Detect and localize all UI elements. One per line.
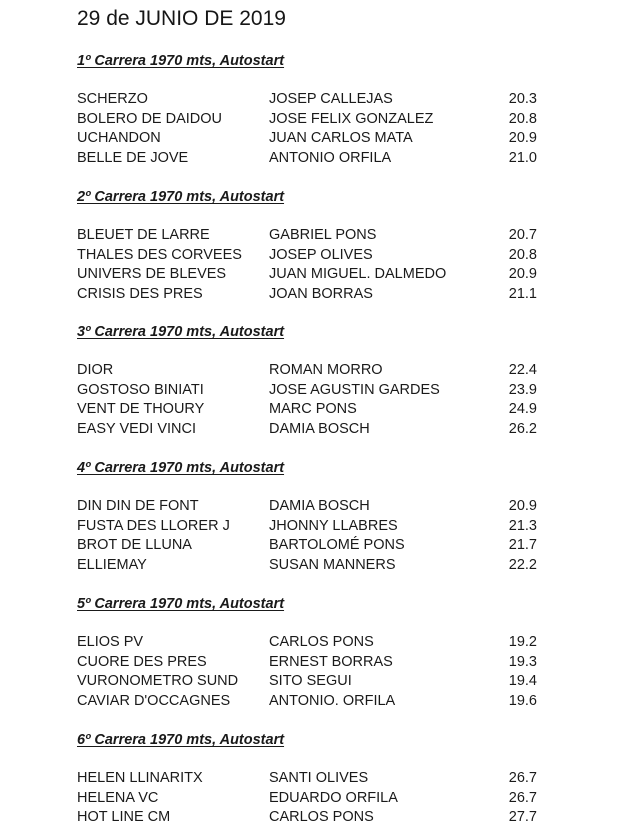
time-value: 24.9 [508, 401, 537, 418]
race-entries [0, 226, 640, 304]
race-entries [0, 769, 640, 828]
driver-name: JOSE FELIX GONZALEZ [269, 110, 434, 127]
driver-name: ROMAN MORRO [269, 362, 383, 378]
time-value: 21.0 [508, 149, 537, 166]
driver-name: EDUARDO ORFILA [269, 789, 398, 806]
driver-name: CARLOS PONS [269, 809, 374, 826]
driver-name: ANTONIO ORFILA [269, 149, 392, 166]
entry-row [0, 420, 640, 440]
time-value: 26.7 [508, 770, 537, 786]
time-value: 19.4 [508, 673, 537, 690]
horse-name: VENT DE THOURY [77, 401, 205, 418]
time-value: 20.8 [508, 110, 537, 127]
driver-name: JOSEP OLIVES [269, 246, 373, 263]
horse-name: CRISIS DES PRES [77, 285, 203, 302]
entry-row [0, 497, 640, 517]
driver-name: DAMIA BOSCH [269, 420, 370, 437]
driver-name: SUSAN MANNERS [269, 556, 396, 573]
time-value: 23.9 [508, 381, 537, 398]
time-value: 21.3 [508, 517, 537, 534]
entry-row [0, 769, 640, 789]
horse-name: BLEUET DE LARRE [77, 227, 210, 243]
driver-name: JUAN MIGUEL. DALMEDO [269, 266, 447, 283]
race-entries [0, 497, 640, 575]
entry-row [0, 381, 640, 401]
time-value: 20.9 [508, 130, 537, 147]
driver-name: JUAN CARLOS MATA [269, 130, 413, 147]
race-entries [0, 361, 640, 439]
driver-name: BARTOLOMÉ PONS [269, 537, 405, 554]
time-value: 21.7 [508, 537, 537, 554]
entry-row [0, 285, 640, 305]
horse-name: BOLERO DE DAIDOU [77, 110, 223, 127]
time-value: 27.7 [508, 809, 537, 826]
entry-row [0, 672, 640, 692]
time-value: 20.3 [508, 91, 537, 107]
driver-name: JOSE AGUSTIN GARDES [269, 381, 440, 398]
time-value: 26.2 [508, 420, 537, 437]
race-header: 3º Carrera 1970 mts, Autostart [77, 324, 285, 340]
entry-row [0, 556, 640, 576]
horse-name: ELLIEMAY [77, 556, 147, 573]
entry-row [0, 90, 640, 110]
time-value: 20.7 [508, 227, 537, 243]
entry-row [0, 653, 640, 673]
race-header: 5º Carrera 1970 mts, Autostart [77, 596, 285, 612]
time-value: 20.8 [508, 246, 537, 263]
horse-name: FUSTA DES LLORER J [77, 517, 230, 534]
time-value: 20.9 [508, 498, 537, 514]
horse-name: DIOR [77, 362, 114, 378]
entry-row [0, 536, 640, 556]
driver-name: GABRIEL PONS [269, 227, 377, 243]
race-entries [0, 90, 640, 168]
time-value: 22.2 [508, 556, 537, 573]
time-value: 19.3 [508, 653, 537, 670]
horse-name: BROT DE LLUNA [77, 537, 192, 554]
horse-name: UCHANDON [77, 130, 161, 147]
entry-row [0, 149, 640, 169]
entry-row [0, 517, 640, 537]
driver-name: CARLOS PONS [269, 634, 374, 650]
horse-name: CAVIAR D'OCCAGNES [77, 692, 231, 709]
race-header: 2º Carrera 1970 mts, Autostart [77, 189, 285, 205]
driver-name: MARC PONS [269, 401, 357, 418]
entry-row [0, 400, 640, 420]
time-value: 19.2 [508, 634, 537, 650]
entry-row [0, 633, 640, 653]
horse-name: HELEN LLINARITX [77, 770, 203, 786]
entry-row [0, 129, 640, 149]
horse-name: HOT LINE CM [77, 809, 171, 826]
entry-row [0, 110, 640, 130]
driver-name: ERNEST BORRAS [269, 653, 393, 670]
race-header: 4º Carrera 1970 mts, Autostart [77, 460, 285, 476]
time-value: 26.7 [508, 789, 537, 806]
horse-name: CUORE DES PRES [77, 653, 207, 670]
time-value: 19.6 [508, 692, 537, 709]
entry-row [0, 789, 640, 809]
time-value: 20.9 [508, 266, 537, 283]
race-entries [0, 633, 640, 711]
horse-name: DIN DIN DE FONT [77, 498, 199, 514]
driver-name: SANTI OLIVES [269, 770, 369, 786]
race-header: 6º Carrera 1970 mts, Autostart [77, 732, 285, 748]
driver-name: JHONNY LLABRES [269, 517, 398, 534]
driver-name: ANTONIO. ORFILA [269, 692, 396, 709]
driver-name: SITO SEGUI [269, 673, 352, 690]
horse-name: HELENA VC [77, 789, 159, 806]
time-value: 22.4 [508, 362, 537, 378]
race-header: 1º Carrera 1970 mts, Autostart [77, 53, 285, 69]
horse-name: GOSTOSO BINIATI [77, 381, 204, 398]
driver-name: JOAN BORRAS [269, 285, 373, 302]
horse-name: VURONOMETRO SUND [77, 673, 239, 690]
horse-name: THALES DES CORVEES [77, 246, 242, 263]
driver-name: JOSEP CALLEJAS [269, 91, 393, 107]
entry-row [0, 808, 640, 828]
horse-name: SCHERZO [77, 91, 148, 107]
time-value: 21.1 [508, 285, 537, 302]
entry-row [0, 692, 640, 712]
entry-row [0, 226, 640, 246]
horse-name: ELIOS PV [77, 634, 144, 650]
entry-row [0, 265, 640, 285]
driver-name: DAMIA BOSCH [269, 498, 370, 514]
entry-row [0, 361, 640, 381]
horse-name: EASY VEDI VINCI [77, 420, 196, 437]
horse-name: BELLE DE JOVE [77, 149, 189, 166]
horse-name: UNIVERS DE BLEVES [77, 266, 227, 283]
entry-row [0, 246, 640, 266]
page-title: 29 de JUNIO DE 2019 [77, 7, 286, 30]
